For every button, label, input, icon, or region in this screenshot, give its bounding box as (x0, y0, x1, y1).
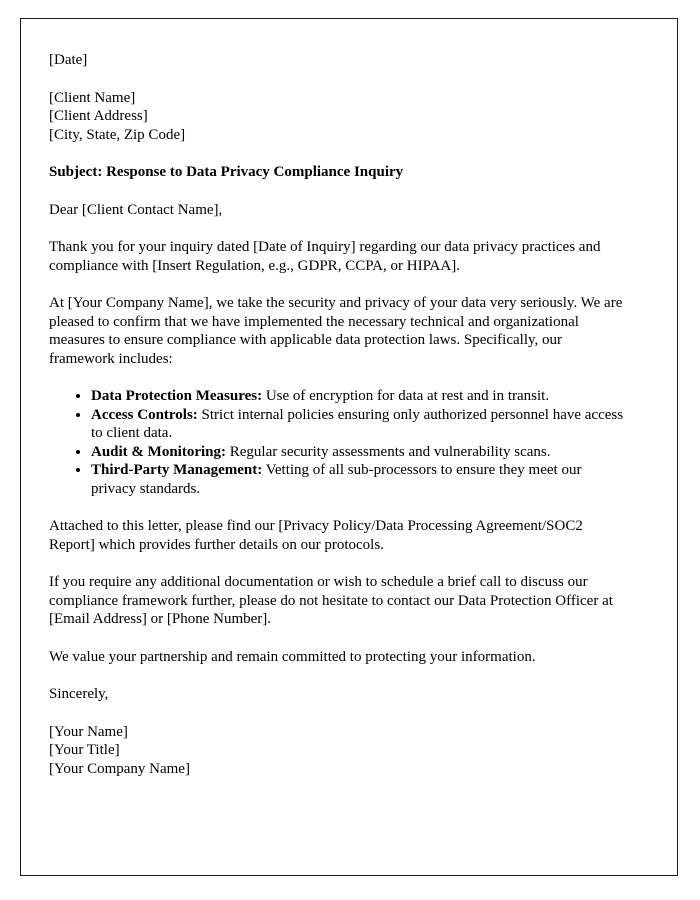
paragraph-contact: If you require any additional documentation or wish to schedule a brief call to discuss our compliance framework further, please do not hesitate to contact our Data Protection Officer at [Email Address] or [Phone Number]. (49, 574, 613, 627)
signature-block (49, 723, 629, 779)
recipient-address-line: [Client Address] (49, 108, 148, 124)
paragraph-attachment: Attached to this letter, please find our [Privacy Policy/Data Processing Agreement/SOC2 Report] which provides further details on our protocols. (49, 518, 583, 553)
recipient-name-line: [Client Name] (49, 89, 136, 106)
bullet-label: Access Controls: (91, 406, 198, 423)
signature-company-line: [Your Company Name] (49, 760, 190, 777)
bullet-text: Vetting of all sub-processors to ensure they meet our privacy standards. (91, 462, 582, 497)
letter-body (49, 51, 629, 778)
bullet-item (91, 387, 629, 406)
salutation: Dear [Client Contact Name], (49, 201, 223, 218)
compliance-bullet-list (49, 387, 629, 498)
paragraph-intro: Thank you for your inquiry dated [Date of Inquiry] regarding our data privacy practices and compliance with [Insert Regulation, e.g., GDPR, CCPA, or HIPAA]. (49, 239, 601, 274)
signature-name-line: [Your Name] (49, 723, 128, 740)
bullet-text: Strict internal policies ensuring only authorized personnel have access to client data. (91, 406, 624, 441)
bullet-item (91, 461, 629, 498)
closing: Sincerely, (49, 686, 109, 702)
bullet-text: Regular security assessments and vulnerability scans. (226, 443, 551, 460)
paragraph-framework: At [Your Company Name], we take the security and privacy of your data very seriously. We are pleased to confirm that we have implemented the necessary technical and organizational measures to ensure compliance with applicable data protection laws. Specifically, our framework includes: (49, 295, 623, 367)
recipient-city-line: [City, State, Zip Code] (49, 126, 186, 143)
date-placeholder: [Date] (49, 52, 88, 68)
recipient-address-block (49, 89, 629, 145)
letter-page (20, 18, 678, 876)
subject-line: Subject: Response to Data Privacy Compliance Inquiry (49, 164, 404, 180)
bullet-text: Use of encryption for data at rest and in transit. (262, 388, 550, 404)
bullet-label: Audit & Monitoring: (91, 443, 226, 460)
paragraph-value: We value your partnership and remain committed to protecting your information. (49, 648, 536, 665)
signature-title-line: [Your Title] (49, 742, 120, 758)
bullet-item (91, 406, 629, 443)
bullet-label: Data Protection Measures: (91, 388, 263, 404)
bullet-label: Third-Party Management: (91, 462, 263, 478)
bullet-item (91, 443, 629, 462)
